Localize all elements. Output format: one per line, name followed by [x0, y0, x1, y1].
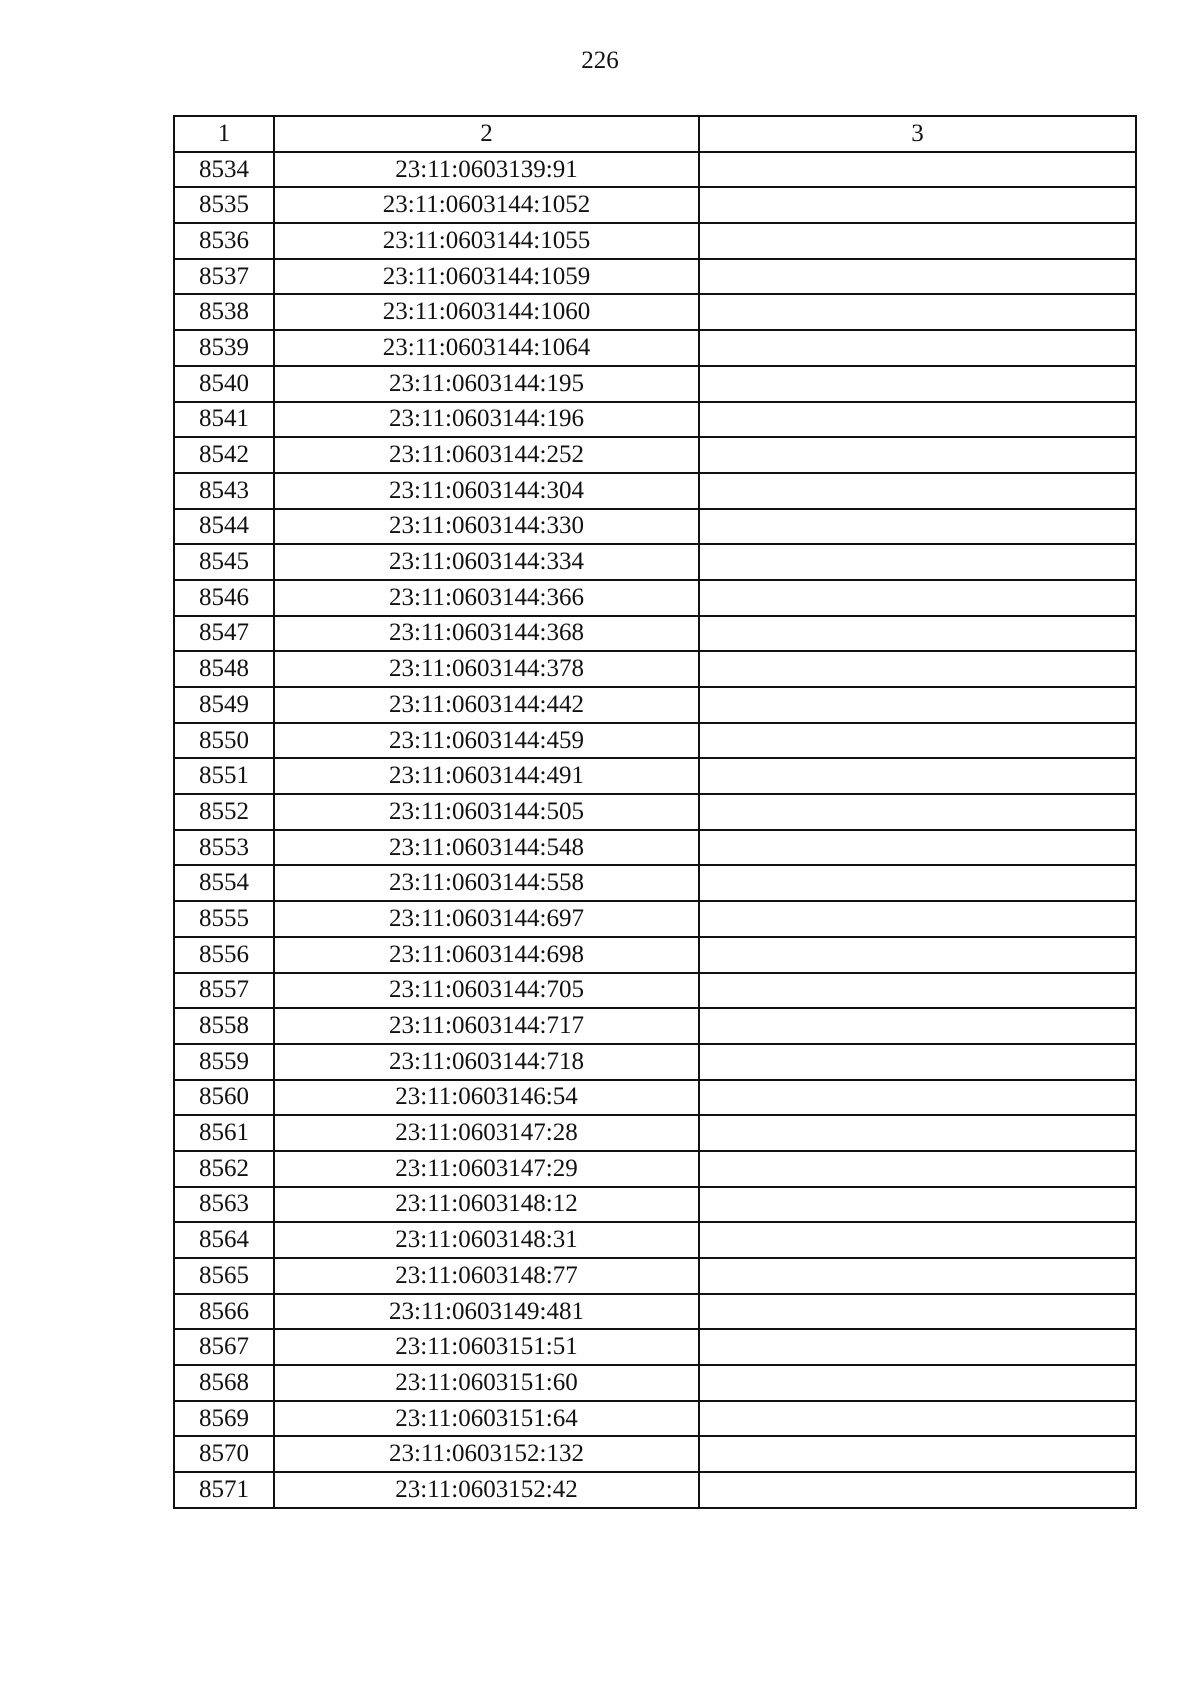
cell-note	[699, 330, 1136, 366]
cell-note	[699, 509, 1136, 545]
table-row	[174, 758, 1136, 794]
table-row	[174, 580, 1136, 616]
table-row	[174, 1258, 1136, 1294]
table-row	[174, 1187, 1136, 1223]
cell-cadastral-number: 23:11:0603144:697	[274, 901, 699, 937]
cell-cadastral-number: 23:11:0603144:196	[274, 402, 699, 438]
cell-cadastral-number: 23:11:0603144:334	[274, 544, 699, 580]
table-row	[174, 1151, 1136, 1187]
cell-note	[699, 794, 1136, 830]
table-row	[174, 1080, 1136, 1116]
table-row	[174, 901, 1136, 937]
cell-row-number: 8554	[174, 865, 274, 901]
cell-note	[699, 651, 1136, 687]
table-row	[174, 1329, 1136, 1365]
cell-cadastral-number: 23:11:0603144:442	[274, 687, 699, 723]
cell-note	[699, 1080, 1136, 1116]
cell-row-number: 8551	[174, 758, 274, 794]
cell-note	[699, 687, 1136, 723]
cell-note	[699, 437, 1136, 473]
cell-row-number: 8547	[174, 616, 274, 652]
cell-cadastral-number: 23:11:0603144:330	[274, 509, 699, 545]
cell-cadastral-number: 23:11:0603144:1059	[274, 259, 699, 295]
cell-row-number: 8558	[174, 1008, 274, 1044]
table-row	[174, 544, 1136, 580]
table-row	[174, 437, 1136, 473]
table-row	[174, 937, 1136, 973]
cell-note	[699, 758, 1136, 794]
cell-row-number: 8549	[174, 687, 274, 723]
table-row	[174, 1044, 1136, 1080]
cell-row-number: 8552	[174, 794, 274, 830]
table-row	[174, 973, 1136, 1009]
cell-cadastral-number: 23:11:0603144:558	[274, 865, 699, 901]
table-row	[174, 1436, 1136, 1472]
cell-row-number: 8569	[174, 1401, 274, 1437]
table-row	[174, 223, 1136, 259]
cell-note	[699, 366, 1136, 402]
table-row	[174, 294, 1136, 330]
cell-row-number: 8538	[174, 294, 274, 330]
cell-cadastral-number: 23:11:0603144:548	[274, 830, 699, 866]
cell-row-number: 8564	[174, 1222, 274, 1258]
cell-row-number: 8546	[174, 580, 274, 616]
cell-cadastral-number: 23:11:0603144:1060	[274, 294, 699, 330]
table-row	[174, 402, 1136, 438]
table-row	[174, 1294, 1136, 1330]
cell-note	[699, 973, 1136, 1009]
cell-cadastral-number: 23:11:0603144:378	[274, 651, 699, 687]
cell-note	[699, 223, 1136, 259]
cell-cadastral-number: 23:11:0603144:505	[274, 794, 699, 830]
table-row	[174, 366, 1136, 402]
cell-row-number: 8557	[174, 973, 274, 1009]
page-number: 226	[581, 47, 619, 74]
table-row	[174, 687, 1136, 723]
table-row	[174, 473, 1136, 509]
table-row	[174, 187, 1136, 223]
table-row	[174, 1365, 1136, 1401]
cell-row-number: 8540	[174, 366, 274, 402]
cell-row-number: 8539	[174, 330, 274, 366]
cell-cadastral-number: 23:11:0603139:91	[274, 152, 699, 188]
cell-cadastral-number: 23:11:0603148:31	[274, 1222, 699, 1258]
cell-row-number: 8570	[174, 1436, 274, 1472]
table-body	[174, 152, 1136, 1508]
cell-cadastral-number: 23:11:0603144:368	[274, 616, 699, 652]
cell-row-number: 8544	[174, 509, 274, 545]
cell-row-number: 8548	[174, 651, 274, 687]
cell-cadastral-number: 23:11:0603144:252	[274, 437, 699, 473]
cell-note	[699, 580, 1136, 616]
cell-note	[699, 1044, 1136, 1080]
cell-row-number: 8543	[174, 473, 274, 509]
cell-row-number: 8535	[174, 187, 274, 223]
cell-cadastral-number: 23:11:0603144:1055	[274, 223, 699, 259]
cell-cadastral-number: 23:11:0603146:54	[274, 1080, 699, 1116]
table-row	[174, 830, 1136, 866]
cell-cadastral-number: 23:11:0603144:718	[274, 1044, 699, 1080]
cell-row-number: 8542	[174, 437, 274, 473]
cell-row-number: 8555	[174, 901, 274, 937]
cell-cadastral-number: 23:11:0603148:77	[274, 1258, 699, 1294]
cell-note	[699, 901, 1136, 937]
table-row	[174, 152, 1136, 188]
cell-cadastral-number: 23:11:0603148:12	[274, 1187, 699, 1223]
cell-row-number: 8559	[174, 1044, 274, 1080]
table-row	[174, 794, 1136, 830]
cell-note	[699, 1222, 1136, 1258]
table-header	[174, 116, 1136, 152]
header-cell-col2: 2	[274, 116, 699, 152]
cell-cadastral-number: 23:11:0603151:60	[274, 1365, 699, 1401]
cell-row-number: 8536	[174, 223, 274, 259]
cell-note	[699, 616, 1136, 652]
cell-note	[699, 1151, 1136, 1187]
cell-cadastral-number: 23:11:0603144:698	[274, 937, 699, 973]
cell-row-number: 8562	[174, 1151, 274, 1187]
cell-note	[699, 865, 1136, 901]
cell-row-number: 8563	[174, 1187, 274, 1223]
cell-row-number: 8571	[174, 1472, 274, 1508]
cell-cadastral-number: 23:11:0603144:705	[274, 973, 699, 1009]
cell-note	[699, 187, 1136, 223]
cell-cadastral-number: 23:11:0603152:42	[274, 1472, 699, 1508]
table-row	[174, 1401, 1136, 1437]
cell-row-number: 8534	[174, 152, 274, 188]
cell-row-number: 8568	[174, 1365, 274, 1401]
cell-note	[699, 1401, 1136, 1437]
cell-note	[699, 1329, 1136, 1365]
cell-note	[699, 294, 1136, 330]
cell-row-number: 8537	[174, 259, 274, 295]
registry-table	[173, 115, 1137, 1509]
table-row	[174, 723, 1136, 759]
cell-cadastral-number: 23:11:0603149:481	[274, 1294, 699, 1330]
cell-note	[699, 723, 1136, 759]
cell-row-number: 8545	[174, 544, 274, 580]
cell-row-number: 8556	[174, 937, 274, 973]
cell-cadastral-number: 23:11:0603144:459	[274, 723, 699, 759]
cell-cadastral-number: 23:11:0603151:51	[274, 1329, 699, 1365]
cell-cadastral-number: 23:11:0603152:132	[274, 1436, 699, 1472]
cell-note	[699, 1187, 1136, 1223]
cell-note	[699, 152, 1136, 188]
table-row	[174, 330, 1136, 366]
cell-cadastral-number: 23:11:0603144:717	[274, 1008, 699, 1044]
cell-cadastral-number: 23:11:0603144:1064	[274, 330, 699, 366]
cell-note	[699, 1258, 1136, 1294]
cell-note	[699, 830, 1136, 866]
cell-cadastral-number: 23:11:0603147:29	[274, 1151, 699, 1187]
cell-row-number: 8567	[174, 1329, 274, 1365]
cell-note	[699, 402, 1136, 438]
cell-row-number: 8560	[174, 1080, 274, 1116]
cell-note	[699, 937, 1136, 973]
cell-note	[699, 1436, 1136, 1472]
cell-cadastral-number: 23:11:0603144:491	[274, 758, 699, 794]
cell-note	[699, 544, 1136, 580]
cell-note	[699, 1008, 1136, 1044]
cell-note	[699, 1115, 1136, 1151]
cell-cadastral-number: 23:11:0603144:366	[274, 580, 699, 616]
cell-note	[699, 1365, 1136, 1401]
cell-cadastral-number: 23:11:0603144:304	[274, 473, 699, 509]
header-cell-col3: 3	[699, 116, 1136, 152]
header-row	[174, 116, 1136, 152]
cell-cadastral-number: 23:11:0603147:28	[274, 1115, 699, 1151]
cell-cadastral-number: 23:11:0603144:195	[274, 366, 699, 402]
cell-note	[699, 259, 1136, 295]
table-row	[174, 616, 1136, 652]
table-row	[174, 1115, 1136, 1151]
table-row	[174, 259, 1136, 295]
cell-cadastral-number: 23:11:0603151:64	[274, 1401, 699, 1437]
table-row	[174, 865, 1136, 901]
cell-cadastral-number: 23:11:0603144:1052	[274, 187, 699, 223]
cell-note	[699, 473, 1136, 509]
table-row	[174, 1008, 1136, 1044]
cell-row-number: 8565	[174, 1258, 274, 1294]
cell-row-number: 8541	[174, 402, 274, 438]
table-row	[174, 1222, 1136, 1258]
table-row	[174, 651, 1136, 687]
header-cell-col1: 1	[174, 116, 274, 152]
table-row	[174, 1472, 1136, 1508]
table-row	[174, 509, 1136, 545]
cell-row-number: 8553	[174, 830, 274, 866]
cell-row-number: 8566	[174, 1294, 274, 1330]
cell-row-number: 8550	[174, 723, 274, 759]
cell-row-number: 8561	[174, 1115, 274, 1151]
cell-note	[699, 1294, 1136, 1330]
cell-note	[699, 1472, 1136, 1508]
